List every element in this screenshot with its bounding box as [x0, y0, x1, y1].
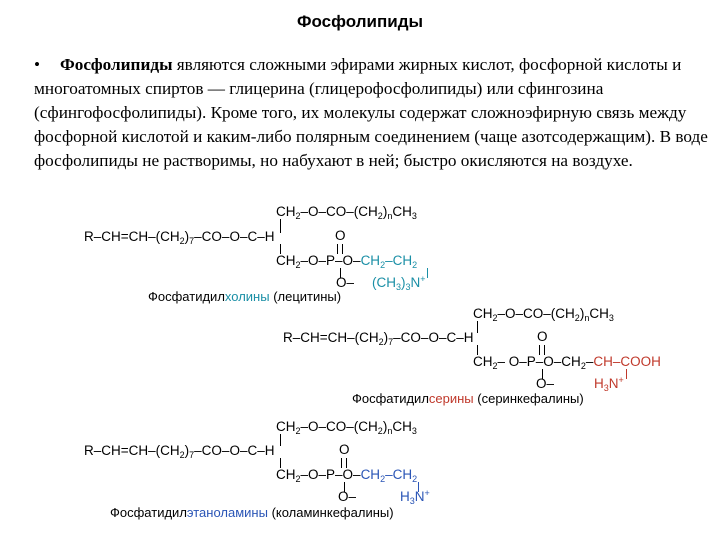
- formula-line-top: $CH_2-O-CO-(CH_2)_nCH_3$: [276, 419, 417, 436]
- bond-line: [280, 434, 281, 446]
- bond-line: [477, 321, 478, 333]
- formula-phosphate-oxygen: O–: [336, 275, 355, 290]
- bond-line: [427, 268, 428, 278]
- formula-amino-group: $H_3N^+$: [400, 488, 430, 506]
- paragraph-term: Фосфолипиды: [60, 55, 173, 74]
- bullet-icon: •: [34, 55, 41, 74]
- paragraph-text: являются сложными эфирами жирных кислот, фосфорной кислоты и многоатомных спиртов — глицерина (глицерофосфолипиды) или сфингозина (сфингофосфолипиды). Кроме того, их молекулы содержат сложноэфирную связь между фосфорной кислотой и каким-либо полярным соединением (чаще азотсодержащим). В воде фосфолипиды не растворимы, но набухают в ней; быстро окисляются на воздухе.: [34, 55, 708, 170]
- caption-phosphatidylcholine: Фосфатидилхолины (лецитины): [148, 289, 342, 304]
- formula-line-middle: $R-CH=CH-(CH_2)_7-CO-O-C-H$: [283, 330, 474, 347]
- bond-line: [626, 369, 627, 379]
- caption-phosphatidylethanolamine: Фосфатидилэтаноламины (коламинкефалины): [110, 505, 394, 520]
- formula-phosphate-oxygen: O–: [338, 489, 357, 504]
- formula-phosphate-oxygen: O–: [536, 376, 555, 391]
- formula-line-bottom: $CH_2-O-P-O-CH_2-CH_2$: [276, 253, 418, 270]
- formula-oxygen: O: [335, 228, 346, 243]
- formula-line-top: $CH_2-O-CO-(CH_2)_nCH_3$: [276, 204, 417, 221]
- formula-line-bottom: $CH_2-$ $O-P-O-CH_2-CH$–COOH: [473, 354, 661, 371]
- formula-line-middle: $R-CH=CH-(CH_2)_7-CO-O-C-H$: [84, 229, 275, 246]
- caption-phosphatidylserine: Фосфатидилсерины (серинкефалины): [352, 391, 584, 406]
- formula-line-bottom: $CH_2-O-P-O-CH_2-CH_2$: [276, 467, 418, 484]
- formula-line-middle: $R-CH=CH-(CH_2)_7-CO-O-C-H$: [84, 443, 275, 460]
- formula-oxygen: O: [339, 442, 350, 457]
- body-paragraph: [34, 53, 716, 173]
- formula-oxygen: O: [537, 329, 548, 344]
- bond-line: [280, 219, 281, 233]
- formula-choline-group: $(CH_3)_3N^+$: [372, 274, 426, 292]
- formula-amino-group: $H_3N^+$: [594, 375, 624, 393]
- formula-line-top: $CH_2-O-CO-(CH_2)_nCH_3$: [473, 306, 614, 323]
- slide-title: Фосфолипиды: [296, 12, 423, 31]
